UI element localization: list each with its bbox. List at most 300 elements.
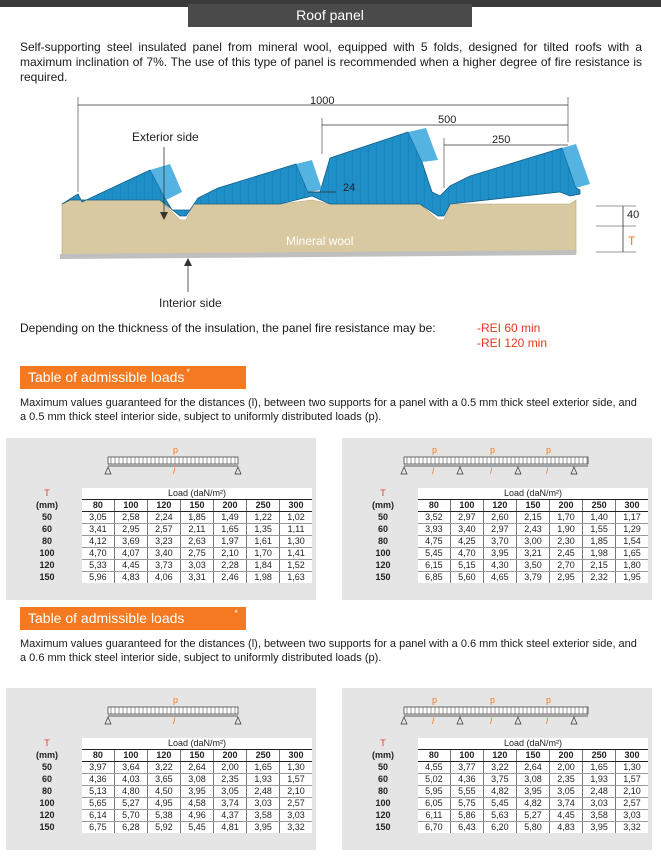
span-value-cell: 2,95 bbox=[550, 572, 583, 584]
span-value-cell: 5,92 bbox=[147, 822, 180, 834]
span-value-cell: 1,55 bbox=[583, 524, 616, 536]
section-2-description: Maximum values guaranteed for the distances (l), between two supports for a panel with a 0.6 mm thick steel exterior side, and a 0.6 mm thick steel interior side, subject to uniformly distributed loads (p). bbox=[20, 638, 637, 664]
load-table-1b bbox=[342, 438, 652, 600]
support-triangle bbox=[401, 717, 407, 724]
span-value-cell: 2,15 bbox=[516, 512, 549, 524]
span-value-cell: 1,95 bbox=[623, 572, 641, 582]
load-column-header: 80 bbox=[418, 500, 450, 512]
beam-load-diagram bbox=[342, 694, 652, 736]
span-value-cell: 2,32 bbox=[583, 572, 616, 584]
span-value-cell: 1,98 bbox=[247, 572, 280, 584]
intro-text: Self-supporting steel insulated panel from mineral wool, equipped with 5 folds, designed for tilted roofs with a maximum inclination of 7%. The use of this type of panel is recommended when a higher degree of fire resistance is required. bbox=[20, 40, 642, 84]
load-column-header: 250 bbox=[247, 500, 280, 512]
load-column-header: 200 bbox=[550, 500, 583, 512]
span-value-cell: 3,03 bbox=[180, 560, 213, 572]
load-column-header: 150 bbox=[180, 500, 213, 512]
table-row bbox=[348, 560, 648, 572]
mineral-wool-core bbox=[62, 200, 576, 258]
span-value-cell: 3,03 bbox=[616, 810, 648, 822]
load-column-header: 250 bbox=[583, 500, 616, 512]
load-column-header: 300 bbox=[280, 750, 312, 762]
section-2-title: Table of admissible loads bbox=[28, 610, 185, 626]
span-value-cell: 1,85 bbox=[180, 512, 213, 524]
span-value-cell: 1,85 bbox=[583, 536, 616, 548]
load-column-header: 300 bbox=[280, 500, 312, 512]
span-value-cell: 5,95 bbox=[418, 786, 450, 798]
table-row bbox=[348, 774, 648, 786]
table-row bbox=[348, 548, 648, 560]
load-header: Load (daN/m²) bbox=[82, 738, 312, 750]
span-value-cell: 2,35 bbox=[214, 774, 247, 786]
span-value-cell: 2,75 bbox=[180, 548, 213, 560]
span-value-cell: 5,75 bbox=[450, 798, 483, 810]
span-value-cell: 5,55 bbox=[450, 786, 483, 798]
span-value-cell: 1,70 bbox=[550, 512, 583, 524]
support-triangle bbox=[235, 717, 241, 724]
span-value-cell: 2,60 bbox=[483, 512, 516, 524]
span-value-cell: 3,03 bbox=[280, 810, 312, 822]
dim-500-label: 500 bbox=[438, 114, 457, 126]
table-row bbox=[12, 798, 312, 810]
load-p-label: p bbox=[490, 695, 496, 705]
load-table-2b bbox=[342, 688, 652, 850]
span-value-cell: 1,98 bbox=[583, 548, 616, 560]
span-l-label: l bbox=[490, 716, 492, 726]
thickness-cell: 60 bbox=[12, 774, 82, 786]
span-l-label: l bbox=[432, 716, 434, 726]
span-value-cell: 4,75 bbox=[418, 536, 450, 548]
load-header: Load (daN/m²) bbox=[418, 488, 648, 500]
span-value-cell: 1,63 bbox=[287, 572, 305, 582]
load-column-header: 120 bbox=[483, 750, 516, 762]
load-column-header: 150 bbox=[180, 750, 213, 762]
load-values-table bbox=[12, 738, 312, 833]
section-1-description: Maximum values guaranteed for the distances (l), between two supports for a panel with a 0.5 mm thick steel exterior side, and a 0.5 mm thick steel interior side, subject to uniformly distributed loads (p). bbox=[20, 397, 637, 423]
span-value-cell: 5,02 bbox=[418, 774, 450, 786]
table-row bbox=[12, 524, 312, 536]
span-value-cell: 2,57 bbox=[616, 798, 648, 810]
span-value-cell: 6,05 bbox=[418, 798, 450, 810]
section-2-heading bbox=[20, 607, 246, 630]
table-row bbox=[12, 774, 312, 786]
span-value-cell: 2,46 bbox=[214, 572, 247, 584]
span-value-cell: 1,65 bbox=[583, 762, 616, 774]
thickness-cell: 150 bbox=[348, 822, 418, 834]
thickness-cell: 150 bbox=[12, 822, 82, 834]
span-value-cell: 4,55 bbox=[418, 762, 450, 774]
span-value-cell: 3,08 bbox=[180, 774, 213, 786]
span-value-cell: 2,28 bbox=[214, 560, 247, 572]
span-value-cell: 2,00 bbox=[550, 762, 583, 774]
span-value-cell: 6,70 bbox=[418, 822, 450, 834]
load-values-table bbox=[348, 488, 648, 583]
support-triangle bbox=[105, 717, 111, 724]
dim-1000-label: 1000 bbox=[310, 95, 335, 107]
load-column-header: 250 bbox=[583, 750, 616, 762]
load-column-header: 80 bbox=[418, 750, 450, 762]
span-l-label: l bbox=[432, 466, 434, 476]
table-row bbox=[12, 822, 312, 834]
load-p-label: p bbox=[546, 695, 552, 705]
table-row bbox=[12, 810, 312, 822]
load-column-header: 120 bbox=[483, 500, 516, 512]
span-value-cell: 1,65 bbox=[247, 762, 280, 774]
load-header: Load (daN/m²) bbox=[82, 488, 312, 500]
panel-cross-section-diagram bbox=[40, 92, 660, 317]
span-value-cell: 1,70 bbox=[247, 548, 280, 560]
beam-load-diagram bbox=[6, 444, 316, 486]
span-value-cell: 1,22 bbox=[247, 512, 280, 524]
support-triangle bbox=[235, 467, 241, 474]
span-value-cell: 3,95 bbox=[247, 822, 280, 834]
span-value-cell: 4,50 bbox=[147, 786, 180, 798]
thickness-cell: 120 bbox=[348, 810, 418, 822]
table-row bbox=[12, 536, 312, 548]
span-value-cell: 1,41 bbox=[280, 548, 312, 560]
span-value-cell: 5,80 bbox=[516, 822, 549, 834]
section-1-title: Table of admissible loads bbox=[28, 369, 185, 385]
span-value-cell: 4,12 bbox=[82, 536, 114, 548]
span-value-cell: 2,43 bbox=[516, 524, 549, 536]
span-value-cell: 2,97 bbox=[483, 524, 516, 536]
section-1-star: * bbox=[186, 367, 190, 377]
span-value-cell: 5,70 bbox=[114, 810, 147, 822]
span-value-cell: 2,11 bbox=[180, 524, 213, 536]
span-value-cell: 3,95 bbox=[483, 548, 516, 560]
dim-24-label: 24 bbox=[343, 182, 356, 194]
exterior-side-label: Exterior side bbox=[132, 130, 199, 144]
span-value-cell: 3,21 bbox=[516, 548, 549, 560]
fire-rating-120: -REI 120 min bbox=[477, 336, 548, 350]
interior-side-label: Interior side bbox=[159, 296, 222, 310]
thickness-cell: 100 bbox=[12, 548, 82, 560]
load-column-header: 80 bbox=[82, 750, 114, 762]
beam-load-diagram bbox=[6, 694, 316, 736]
span-value-cell: 6,15 bbox=[418, 560, 450, 572]
span-value-cell: 3,79 bbox=[516, 572, 549, 584]
span-value-cell: 3,00 bbox=[516, 536, 549, 548]
span-value-cell: 2,10 bbox=[280, 786, 312, 798]
span-value-cell: 6,28 bbox=[114, 822, 147, 834]
span-value-cell: 1,97 bbox=[214, 536, 247, 548]
span-value-cell: 4,36 bbox=[450, 774, 483, 786]
span-value-cell: 2,15 bbox=[583, 560, 616, 572]
thickness-cell: 150 bbox=[348, 572, 418, 584]
span-value-cell: 5,13 bbox=[82, 786, 114, 798]
span-value-cell: 3,40 bbox=[147, 548, 180, 560]
span-value-cell: 1,80 bbox=[616, 560, 648, 572]
span-value-cell: 3,40 bbox=[450, 524, 483, 536]
span-value-cell: 4,83 bbox=[550, 822, 583, 834]
table-row bbox=[12, 512, 312, 524]
span-value-cell: 3,08 bbox=[516, 774, 549, 786]
span-value-cell: 4,58 bbox=[180, 798, 213, 810]
thickness-cell: 80 bbox=[348, 786, 418, 798]
table-row bbox=[12, 560, 312, 572]
span-value-cell: 3,70 bbox=[483, 536, 516, 548]
span-value-cell: 6,11 bbox=[418, 810, 450, 822]
support-triangle bbox=[571, 467, 577, 474]
span-value-cell: 2,57 bbox=[147, 524, 180, 536]
span-value-cell: 5,96 bbox=[82, 572, 114, 584]
span-value-cell: 1,90 bbox=[550, 524, 583, 536]
load-column-header: 300 bbox=[616, 750, 648, 762]
span-l-label: l bbox=[546, 716, 548, 726]
span-value-cell: 2,63 bbox=[180, 536, 213, 548]
span-value-cell: 1,40 bbox=[583, 512, 616, 524]
thickness-cell: 80 bbox=[12, 536, 82, 548]
span-value-cell: 3,95 bbox=[516, 786, 549, 798]
span-value-cell: 3,31 bbox=[180, 572, 213, 584]
thickness-header: T bbox=[348, 738, 418, 750]
table-row bbox=[12, 762, 312, 774]
span-value-cell: 3,05 bbox=[550, 786, 583, 798]
load-p-label: p bbox=[173, 695, 179, 705]
span-value-cell: 1,93 bbox=[583, 774, 616, 786]
span-value-cell: 5,45 bbox=[483, 798, 516, 810]
span-value-cell: 4,25 bbox=[450, 536, 483, 548]
page-title: Roof panel bbox=[188, 4, 472, 27]
span-value-cell: 1,84 bbox=[247, 560, 280, 572]
table-row bbox=[12, 548, 312, 560]
load-p-label: p bbox=[173, 445, 179, 455]
span-value-cell: 2,64 bbox=[180, 762, 213, 774]
thickness-cell: 60 bbox=[12, 524, 82, 536]
span-l-label: l bbox=[173, 716, 175, 726]
load-values-table bbox=[348, 738, 648, 833]
span-value-cell: 3,97 bbox=[82, 762, 114, 774]
span-value-cell: 1,30 bbox=[280, 762, 312, 774]
load-column-header: 200 bbox=[214, 500, 247, 512]
span-value-cell: 3,64 bbox=[114, 762, 147, 774]
support-triangle bbox=[515, 717, 521, 724]
mineral-wool-label: Mineral wool bbox=[286, 234, 354, 248]
fire-resistance-text: Depending on the thickness of the insulation, the panel fire resistance may be: bbox=[20, 321, 436, 335]
thickness-unit: (mm) bbox=[12, 750, 82, 762]
load-column-header: 200 bbox=[550, 750, 583, 762]
dim-40-label: 40 bbox=[627, 209, 640, 221]
load-column-header: 200 bbox=[214, 750, 247, 762]
section-2-star: * bbox=[234, 608, 238, 618]
span-value-cell: 3,03 bbox=[583, 798, 616, 810]
span-value-cell: 5,45 bbox=[180, 822, 213, 834]
support-triangle bbox=[457, 717, 463, 724]
thickness-cell: 120 bbox=[12, 560, 82, 572]
table-row bbox=[348, 512, 648, 524]
thickness-cell: 50 bbox=[12, 512, 82, 524]
span-value-cell: 5,27 bbox=[114, 798, 147, 810]
span-value-cell: 4,80 bbox=[114, 786, 147, 798]
span-value-cell: 3,52 bbox=[418, 512, 450, 524]
span-value-cell: 3,32 bbox=[287, 822, 305, 832]
span-value-cell: 2,48 bbox=[247, 786, 280, 798]
thickness-cell: 50 bbox=[348, 762, 418, 774]
thickness-unit: (mm) bbox=[12, 500, 82, 512]
span-value-cell: 5,38 bbox=[147, 810, 180, 822]
span-value-cell: 2,30 bbox=[550, 536, 583, 548]
span-value-cell: 2,10 bbox=[616, 786, 648, 798]
span-value-cell: 2,64 bbox=[516, 762, 549, 774]
span-value-cell: 3,74 bbox=[214, 798, 247, 810]
span-value-cell: 3,03 bbox=[247, 798, 280, 810]
thickness-cell: 120 bbox=[348, 560, 418, 572]
span-value-cell: 6,43 bbox=[450, 822, 483, 834]
span-value-cell: 3,95 bbox=[583, 822, 616, 834]
thickness-cell: 60 bbox=[348, 774, 418, 786]
support-triangle bbox=[105, 467, 111, 474]
span-value-cell: 6,20 bbox=[483, 822, 516, 834]
load-column-header: 100 bbox=[450, 750, 483, 762]
span-value-cell: 2,58 bbox=[114, 512, 147, 524]
span-value-cell: 5,65 bbox=[82, 798, 114, 810]
dim-t-label: T bbox=[628, 234, 636, 248]
span-value-cell: 5,60 bbox=[450, 572, 483, 584]
span-value-cell: 4,45 bbox=[114, 560, 147, 572]
thickness-cell: 120 bbox=[12, 810, 82, 822]
thickness-cell: 100 bbox=[348, 548, 418, 560]
span-value-cell: 3,32 bbox=[623, 822, 641, 832]
load-p-label: p bbox=[432, 695, 438, 705]
span-value-cell: 3,22 bbox=[483, 762, 516, 774]
span-value-cell: 6,75 bbox=[82, 822, 114, 834]
span-value-cell: 4,06 bbox=[147, 572, 180, 584]
load-column-header: 100 bbox=[450, 500, 483, 512]
span-value-cell: 2,10 bbox=[214, 548, 247, 560]
span-value-cell: 2,70 bbox=[550, 560, 583, 572]
span-value-cell: 3,74 bbox=[550, 798, 583, 810]
span-value-cell: 1,57 bbox=[616, 774, 648, 786]
span-value-cell: 3,65 bbox=[147, 774, 180, 786]
thickness-unit: (mm) bbox=[348, 500, 418, 512]
load-column-header: 150 bbox=[516, 750, 549, 762]
load-column-header: 150 bbox=[516, 500, 549, 512]
span-value-cell: 3,22 bbox=[147, 762, 180, 774]
span-value-cell: 1,93 bbox=[247, 774, 280, 786]
span-value-cell: 3,41 bbox=[82, 524, 114, 536]
dim-250-label: 250 bbox=[492, 134, 511, 146]
table-row bbox=[12, 786, 312, 798]
span-value-cell: 2,35 bbox=[550, 774, 583, 786]
table-row bbox=[348, 524, 648, 536]
span-value-cell: 1,49 bbox=[214, 512, 247, 524]
table-row bbox=[348, 762, 648, 774]
span-value-cell: 1,54 bbox=[616, 536, 648, 548]
beam-load-diagram bbox=[342, 444, 652, 486]
span-value-cell: 3,05 bbox=[214, 786, 247, 798]
span-value-cell: 4,37 bbox=[214, 810, 247, 822]
span-value-cell: 1,30 bbox=[616, 762, 648, 774]
table-row bbox=[348, 572, 648, 584]
span-value-cell: 5,45 bbox=[418, 548, 450, 560]
load-p-label: p bbox=[546, 445, 552, 455]
span-value-cell: 4,03 bbox=[114, 774, 147, 786]
span-l-label: l bbox=[173, 466, 175, 476]
support-triangle bbox=[515, 467, 521, 474]
span-value-cell: 5,15 bbox=[450, 560, 483, 572]
thickness-header: T bbox=[12, 488, 82, 500]
load-table-1a bbox=[6, 438, 316, 600]
support-triangle bbox=[457, 467, 463, 474]
load-column-header: 100 bbox=[114, 500, 147, 512]
span-value-cell: 2,00 bbox=[214, 762, 247, 774]
load-column-header: 100 bbox=[114, 750, 147, 762]
load-column-header: 120 bbox=[147, 500, 180, 512]
load-p-label: p bbox=[432, 445, 438, 455]
thickness-header: T bbox=[348, 488, 418, 500]
span-value-cell: 1,30 bbox=[280, 536, 312, 548]
span-value-cell: 4,82 bbox=[483, 786, 516, 798]
span-value-cell: 5,86 bbox=[450, 810, 483, 822]
thickness-cell: 100 bbox=[12, 798, 82, 810]
span-value-cell: 1,57 bbox=[280, 774, 312, 786]
span-value-cell: 4,82 bbox=[516, 798, 549, 810]
section-1-heading bbox=[20, 366, 246, 389]
span-value-cell: 4,45 bbox=[550, 810, 583, 822]
span-value-cell: 2,97 bbox=[450, 512, 483, 524]
span-value-cell: 4,30 bbox=[483, 560, 516, 572]
span-value-cell: 3,50 bbox=[516, 560, 549, 572]
thickness-cell: 100 bbox=[348, 798, 418, 810]
span-value-cell: 5,63 bbox=[483, 810, 516, 822]
span-value-cell: 1,61 bbox=[247, 536, 280, 548]
load-column-header: 250 bbox=[247, 750, 280, 762]
span-value-cell: 2,45 bbox=[550, 548, 583, 560]
span-value-cell: 3,23 bbox=[147, 536, 180, 548]
span-value-cell: 2,57 bbox=[280, 798, 312, 810]
table-row bbox=[348, 810, 648, 822]
span-value-cell: 5,33 bbox=[82, 560, 114, 572]
load-column-header: 80 bbox=[82, 500, 114, 512]
span-value-cell: 2,48 bbox=[583, 786, 616, 798]
fire-rating-60: -REI 60 min bbox=[477, 321, 541, 335]
thickness-cell: 50 bbox=[348, 512, 418, 524]
span-value-cell: 1,65 bbox=[616, 548, 648, 560]
thickness-cell: 80 bbox=[348, 536, 418, 548]
thickness-header: T bbox=[12, 738, 82, 750]
span-value-cell: 3,75 bbox=[483, 774, 516, 786]
span-value-cell: 5,27 bbox=[516, 810, 549, 822]
table-row bbox=[12, 572, 312, 584]
span-value-cell: 4,65 bbox=[483, 572, 516, 584]
span-value-cell: 1,65 bbox=[214, 524, 247, 536]
span-value-cell: 3,93 bbox=[418, 524, 450, 536]
thickness-unit: (mm) bbox=[348, 750, 418, 762]
load-table-2a bbox=[6, 688, 316, 850]
thickness-cell: 60 bbox=[348, 524, 418, 536]
span-value-cell: 3,58 bbox=[583, 810, 616, 822]
span-value-cell: 6,14 bbox=[82, 810, 114, 822]
thickness-cell: 80 bbox=[12, 786, 82, 798]
span-value-cell: 1,29 bbox=[616, 524, 648, 536]
table-row bbox=[348, 786, 648, 798]
span-value-cell: 3,58 bbox=[247, 810, 280, 822]
span-value-cell: 4,36 bbox=[82, 774, 114, 786]
load-p-label: p bbox=[490, 445, 496, 455]
span-value-cell: 4,95 bbox=[147, 798, 180, 810]
span-value-cell: 4,96 bbox=[180, 810, 213, 822]
span-value-cell: 4,70 bbox=[450, 548, 483, 560]
span-value-cell: 2,95 bbox=[114, 524, 147, 536]
span-value-cell: 3,73 bbox=[147, 560, 180, 572]
table-row bbox=[348, 536, 648, 548]
thickness-cell: 50 bbox=[12, 762, 82, 774]
thickness-cell: 150 bbox=[12, 572, 82, 584]
table-row bbox=[348, 822, 648, 834]
span-value-cell: 3,95 bbox=[180, 786, 213, 798]
load-column-header: 300 bbox=[616, 500, 648, 512]
load-column-header: 120 bbox=[147, 750, 180, 762]
load-values-table bbox=[12, 488, 312, 583]
